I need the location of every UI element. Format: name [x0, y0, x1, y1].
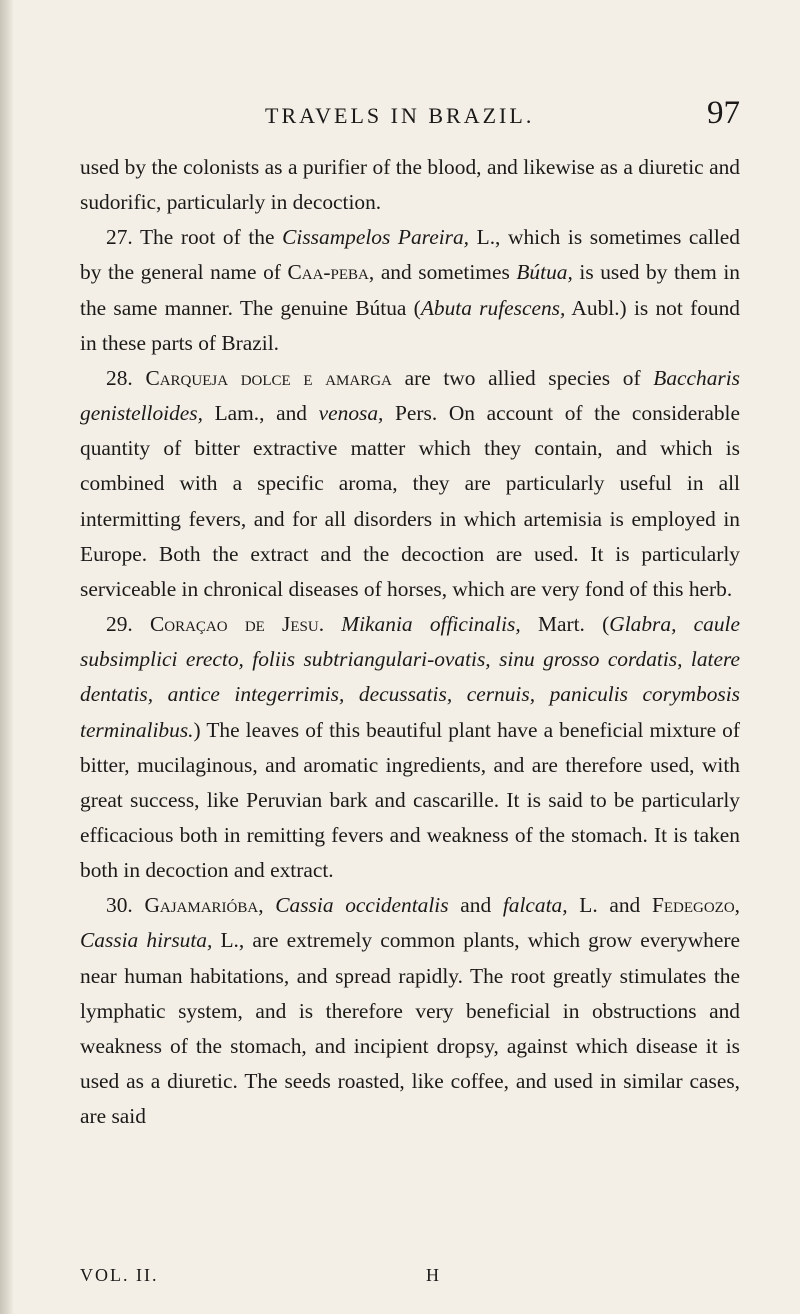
- page-body: [80, 150, 740, 1134]
- volume-mark: VOL. II.: [80, 1265, 159, 1285]
- entry-27: 27. The root of the Cissampelos Pareira, L., which is sometimes called by the general name of Caa-peba, and sometimes Bútua, is used by them in the same manner. The genuine Bútua (Abuta rufescens, Aubl.) is not found in these parts of Brazil.: [80, 225, 740, 355]
- book-binding-edge: [0, 0, 14, 1314]
- entry-29: 29. Coraçao de Jesu. Mikania officinalis, Mart. (Glabra, caule subsimplici erecto, foliis subtriangulari-ovatis, sinu grosso cordatis, latere dentatis, antice integerrimis, decussatis, cernuis, paniculis corymbosis terminalibus.) The leaves of this beautiful plant have a beneficial mixture of bitter, mucilaginous, and aromatic ingredients, and are therefore used, with great success, like Peruvian bark and cascarille. It is said to be particularly efficacious both in remitting fevers and weakness of the stomach. It is taken both in decoction and extract.: [80, 612, 740, 883]
- running-title: TRAVELS IN BRAZIL.: [265, 103, 535, 128]
- page-header: [220, 95, 740, 139]
- page-number: 97: [707, 95, 740, 131]
- paragraph-continued: used by the colonists as a purifier of the blood, and likewise as a diuretic and sudorific, particularly in decoction.: [80, 155, 740, 215]
- entry-28: 28. Carqueja dolce e amarga are two allied species of Baccharis genistelloides, Lam., and venosa, Pers. On account of the considerable quantity of bitter extractive matter which they contain, and which is combined with a specific aroma, they are particularly useful in all intermitting fevers, and for all disorders in which artemisia is employed in Europe. Both the extract and the decoction are used. It is particularly serviceable in chronical diseases of horses, which are very fond of this herb.: [80, 365, 740, 601]
- entry-30: 30. Gajamarióba, Cassia occidentalis and falcata, L. and Fedegozo, Cassia hirsuta, L., are extremely common plants, which grow everywhere near human habitations, and spread rapidly. The root greatly stimulates the lymphatic system, and is therefore very beneficial in obstructions and weakness of the stomach, and incipient dropsy, against which disease it is used as a diuretic. The seeds roasted, like coffee, and used in similar cases, are said: [80, 893, 741, 1129]
- page-footer: [80, 1265, 740, 1295]
- signature-mark: H: [426, 1265, 441, 1285]
